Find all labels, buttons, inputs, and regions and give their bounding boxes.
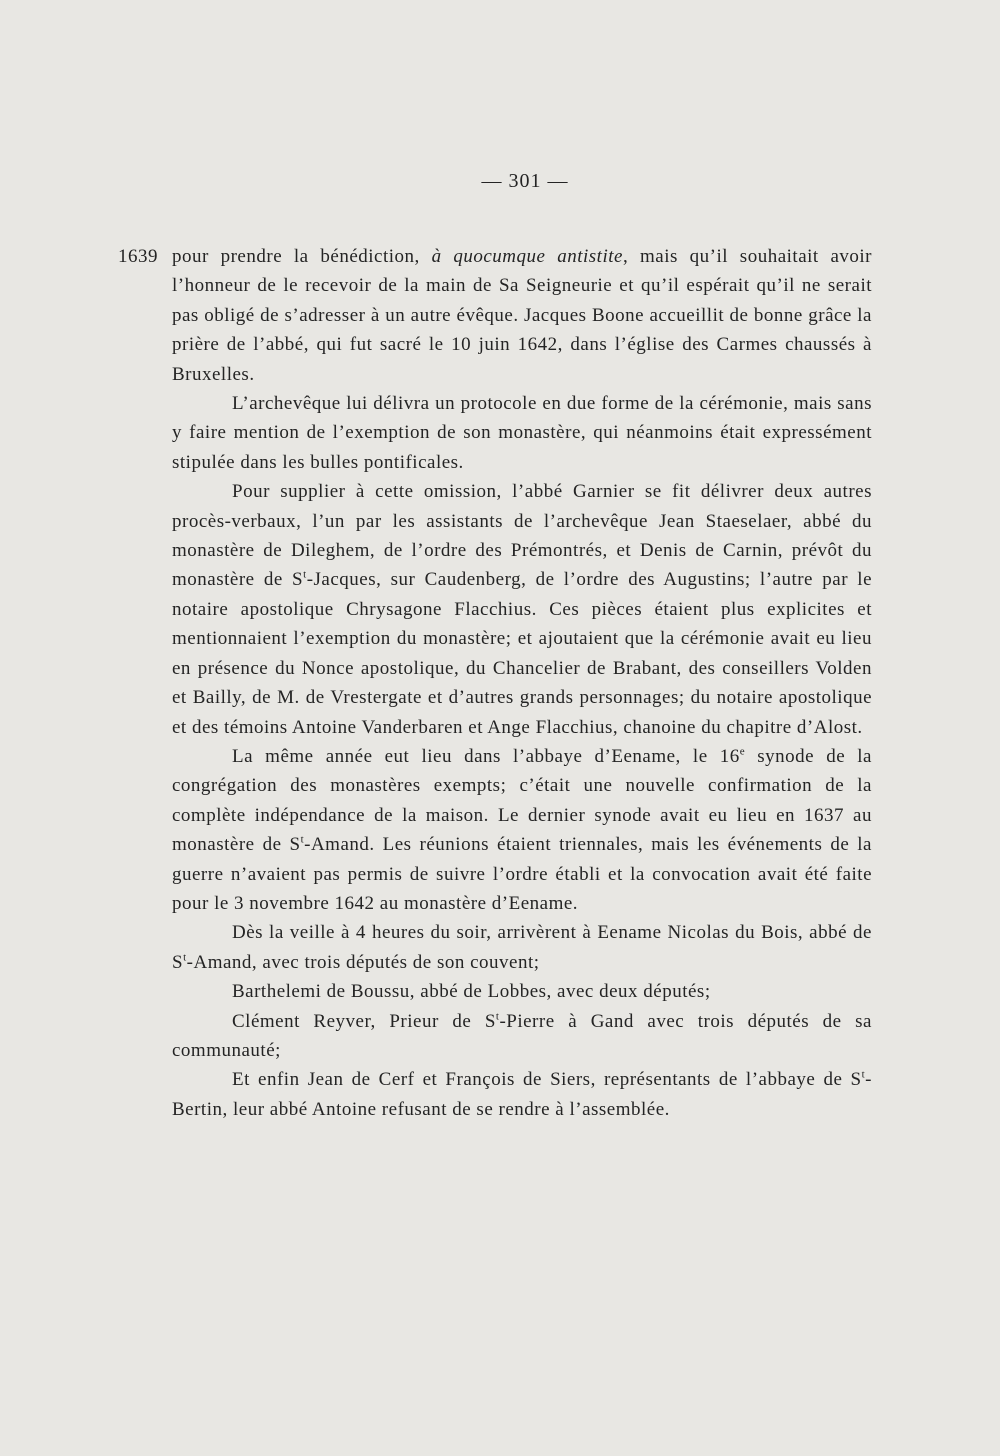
paragraph-4-text-a: La même année eut lieu dans l’abbaye d’Eename, le 16 — [232, 745, 740, 767]
paragraph-6: Barthelemi de Boussu, abbé de Lobbes, avec deux députés; — [232, 981, 711, 1003]
paragraph-8-text-b: -Bertin, leur abbé Antoine refusant de se rendre à l’assemblée. — [172, 1069, 872, 1120]
paragraph-2: L’archevêque lui délivra un protocole en due forme de la cérémonie, mais sans y faire mention de l’exemption de son monastère, qui néanmoins était expressément stipulée dans les bulles pontificales. — [172, 393, 872, 473]
paragraph-1-text-a: pour prendre la bénédiction, — [172, 246, 432, 267]
superscript: t — [300, 833, 305, 846]
superscript: e — [739, 745, 746, 758]
paragraph-3 — [172, 477, 872, 742]
superscript: t — [183, 951, 187, 964]
page-number: — 301 — — [481, 170, 569, 192]
paragraph-7-text-a: Clément Reyver, Prieur de S — [232, 1010, 496, 1032]
paragraph-5 — [172, 918, 872, 977]
paragraph-4-text-c: -Amand. Les réunions étaient triennales, mais les événements de la guerre n’avaient pas permis de suivre l’ordre établi et la convocation avait été faite pour le 3 novembre 1642 au monastère d’Eename. — [172, 834, 872, 914]
superscript: t — [861, 1069, 866, 1082]
paragraph-7-text-b: -Pierre à Gand avec trois députés de sa communauté; — [172, 1010, 872, 1061]
paragraph-3-text-b: -Jacques, sur Caudenberg, de l’ordre des Augustins; l’autre par le notaire apostolique Chrysagone Flacchius. Ces pièces étaient plus explicites et mentionnaient l’exemption du monastère; et ajoutaient que la cérémonie avait eu lieu en présence du Nonce apostolique, du Chancelier de Brabant, des conseillers Volden et Bailly, de M. de Vrestergate et d’autres grands personnages; du notaire apostolique et des témoins Antoine Vanderbaren et Ange Flacchius, chanoine du chapitre d’Alost. — [172, 569, 872, 738]
paragraph-1 — [172, 242, 872, 389]
superscript: t — [303, 569, 307, 582]
paragraph-5-text-a: Dès la veille à 4 heures du soir, arrivèrent à Eename Nicolas du Bois, abbé de S — [172, 922, 872, 973]
latin-phrase: à quocumque antistite — [431, 246, 623, 267]
paragraph-4 — [172, 742, 872, 918]
paragraph-7 — [172, 1007, 872, 1066]
paragraph-8 — [172, 1065, 872, 1124]
paragraph-5-text-b: -Amand, avec trois députés de son couvent; — [186, 951, 540, 973]
paragraph-8-text-a: Et enfin Jean de Cerf et François de Siers, représentants de l’abbaye de S — [232, 1069, 862, 1091]
margin-year: 1639 — [118, 246, 158, 267]
superscript: t — [495, 1010, 500, 1023]
body-text — [172, 242, 872, 1124]
paragraph-4-text-b: synode de la congrégation des monastères exempts; c’était une nouvelle confirmation de la complète indépendance de la maison. Le dernier synode avait eu lieu en 1637 au monastère de S — [172, 745, 872, 856]
paragraph-3-text-a: Pour supplier à cette omission, l’abbé Garnier se fit délivrer deux autres procès-verbaux, l’un par les assistants de l’archevêque Jean Staeselaer, abbé du monastère de Dileghem, de l’ordre des Prémontrés, et Denis de Carnin, prévôt du monastère de S — [172, 481, 872, 591]
paragraph-1-text-b: , mais qu’il souhaitait avoir l’honneur de le recevoir de la main de Sa Seigneurie et qu’il espérait qu’il ne serait pas obligé de s’adresser à un autre évêque. Jacques Boone accueillit de bonne grâce la prière de l’abbé, qui fut sacré le 10 juin 1642, dans l’église des Carmes chaussés à Bruxelles. — [172, 246, 873, 385]
